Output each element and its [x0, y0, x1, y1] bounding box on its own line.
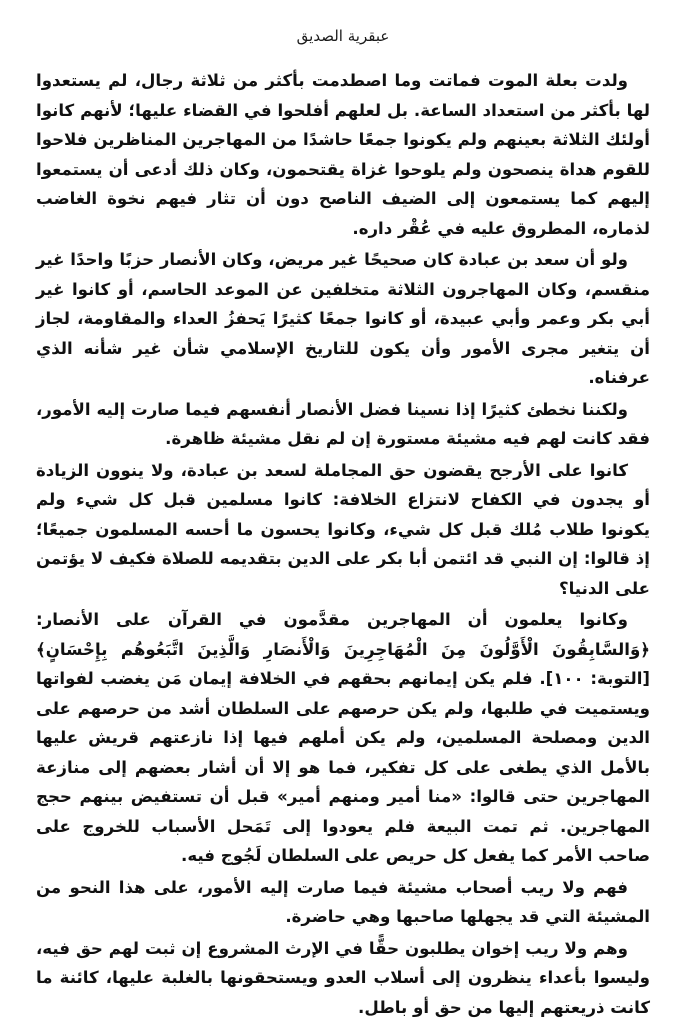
paragraph-5: وكانوا يعلمون أن المهاجرين مقدَّمون في القرآن على الأنصار: ﴿وَالسَّابِقُونَ الْأَوَّلُونَ مِنَ الْمُهَاجِرِينَ وَالْأَنصَارِ وَالَّذِينَ اتَّبَعُوهُم بِإِحْسَانٍ﴾ [التوبة: ١٠٠]. فلم يكن إيمانهم بحقهم في الخلافة إيمان مَن يغضب لفواتها ويستميت في طلبها، ولم يكن حرصهم على السلطان أشد من حرصهم على الدين ومصلحة المسلمين، ولم يكن أملهم فيها إذا نازعتهم قريش عليها بالأمل الذي يطغى على كل تفكير، فما هو إلا أن أشار بعضهم إلى منازعة المهاجرين حتى قالوا: «منا أمير ومنهم أمير» قبل أن تستفيض بينهم حجج المهاجرين. ثم تمت البيعة فلم يعودوا إلى تَمَحل الأسباب للخروج على صاحب الأمر كما يفعل كل حريص على السلطان لَجُوج فيه.: [36, 605, 650, 871]
paragraph-1: ولدت بعلة الموت فماتت وما اصطدمت بأكثر من ثلاثة رجال، لم يستعدوا لها بأكثر من استعداد الساعة. بل لعلهم أفلحوا في القضاء عليها؛ لأنهم كانوا أولئك الثلاثة بعينهم ولم يكونوا جمعًا حاشدًا من المهاجرين المناظرين فلاحوا للقوم هداة ينصحون ولم يلوحوا غزاة يقتحمون، وكان ذلك أدعى أن يستمعوا إليهم كما يستمعون إلى الضيف الناصح دون أن تثار فيهم نخوة الغاضب لذماره، المطروق عليه في عُقْر داره.: [36, 66, 650, 243]
paragraph-4: كانوا على الأرجح يقضون حق المجاملة لسعد بن عبادة، ولا ينوون الزيادة أو يجدون في الكفاح لانتزاع الخلافة: كانوا مسلمين قبل كل شيء ولم يكونوا طلاب مُلك قبل كل شيء، وكانوا يحسون ما أحسه المسلمون جميعًا؛ إذ قالوا: إن النبي قد ائتمن أبا بكر على الدين بتقديمه للصلاة فكيف لا يؤتمن على الدنيا؟: [36, 456, 650, 604]
paragraph-7: وهم ولا ريب إخوان يطلبون حقًّا في الإرث المشروع إن ثبت لهم حق فيه، وليسوا بأعداء ينظرون إلى أسلاب العدو ويستحقونها بالغلبة عليها، كائنة ما كانت ذريعتهم إليها من حق أو باطل.: [36, 934, 650, 1022]
page-header-title: عبقرية الصديق: [36, 26, 650, 46]
body-text: [36, 66, 650, 1022]
paragraph-2: ولو أن سعد بن عبادة كان صحيحًا غير مريض، وكان الأنصار حزبًا واحدًا غير منقسم، وكان المهاجرون الثلاثة متخلفين عن الموعد الحاسم، أو كانوا غير أبي بكر وعمر وأبي عبيدة، أو كانوا جمعًا كثيرًا يَحفزُ العداء والمقاومة، لجاز أن يتغير مجرى الأمور وأن يكون للتاريخ الإسلامي شأن غير شأنه الذي عرفناه.: [36, 245, 650, 393]
paragraph-3: ولكننا نخطئ كثيرًا إذا نسينا فضل الأنصار أنفسهم فيما صارت إليه الأمور، فقد كانت لهم فيه مشيئة مستورة إن لم نقل مشيئة ظاهرة.: [36, 395, 650, 454]
paragraph-6: فهم ولا ريب أصحاب مشيئة فيما صارت إليه الأمور، على هذا النحو من المشيئة التي قد يجهلها صاحبها وهي حاضرة.: [36, 873, 650, 932]
